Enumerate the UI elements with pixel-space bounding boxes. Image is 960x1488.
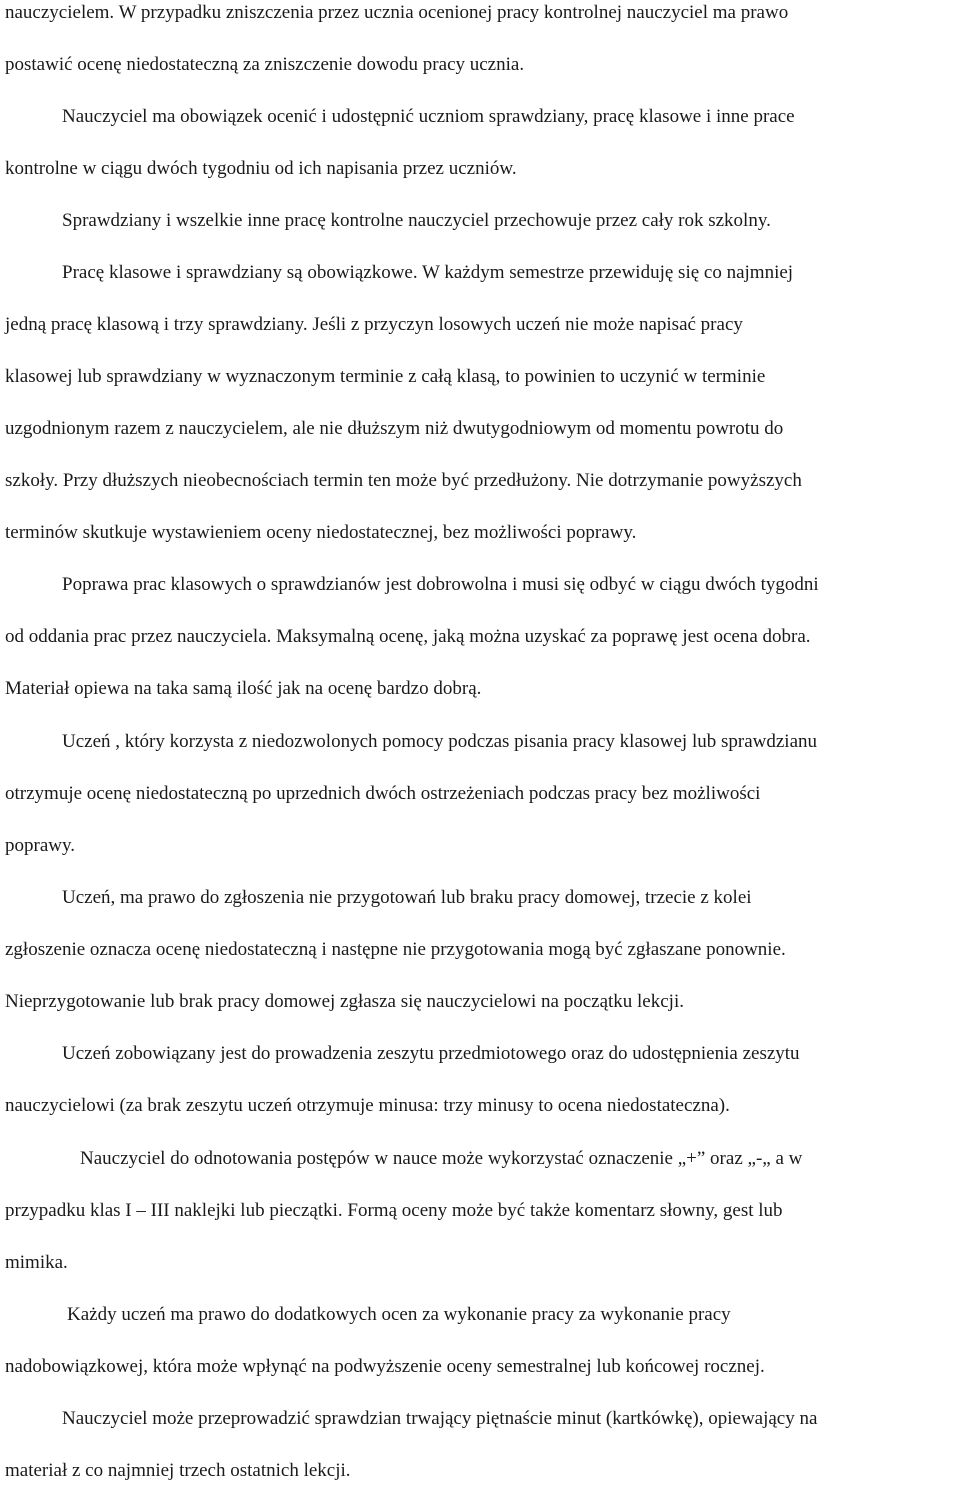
text-line: nauczycielowi (za brak zeszytu uczeń otrzymuje minusa: trzy minusy to ocena niedostateczna).	[5, 1095, 730, 1116]
text-line: jedną pracę klasową i trzy sprawdziany. Jeśli z przyczyn losowych uczeń nie może napisać pracy	[5, 314, 743, 335]
text-line: Nieprzygotowanie lub brak pracy domowej zgłasza się nauczycielowi na początku lekcji.	[5, 991, 684, 1012]
text-line: kontrolne w ciągu dwóch tygodniu od ich napisania przez uczniów.	[5, 158, 517, 179]
text-line: terminów skutkuje wystawieniem oceny niedostatecznej, bez możliwości poprawy.	[5, 522, 637, 543]
text-line: Uczeń , który korzysta z niedozwolonych pomocy podczas pisania pracy klasowej lub sprawdzianu	[62, 731, 818, 752]
text-line: Materiał opiewa na taka samą ilość jak na ocenę bardzo dobrą.	[5, 678, 482, 699]
text-line: od oddania prac przez nauczyciela. Maksymalną ocenę, jaką można uzyskać za poprawę jest ocena dobra.	[5, 626, 811, 647]
text-line: nauczycielem. W przypadku zniszczenia przez ucznia ocenionej pracy kontrolnej nauczyciel ma prawo	[5, 2, 789, 23]
text-line: Nauczyciel do odnotowania postępów w nauce może wykorzystać oznaczenie „+” oraz „-„ a w	[80, 1148, 803, 1169]
text-line: poprawy.	[5, 835, 75, 856]
text-line: Uczeń zobowiązany jest do prowadzenia zeszytu przedmiotowego oraz do udostępnienia zeszytu	[62, 1043, 800, 1064]
text-line: zgłoszenie oznacza ocenę niedostateczną i następne nie przygotowania mogą być zgłaszane ponownie.	[5, 939, 786, 960]
text-line: klasowej lub sprawdziany w wyznaczonym terminie z całą klasą, to powinien to uczynić w terminie	[5, 366, 766, 387]
text-line: Nauczyciel ma obowiązek ocenić i udostępnić uczniom sprawdziany, pracę klasowe i inne prace	[62, 106, 795, 127]
text-line: Poprawa prac klasowych o sprawdzianów jest dobrowolna i musi się odbyć w ciągu dwóch tygodni	[62, 574, 819, 595]
text-line: Uczeń, ma prawo do zgłoszenia nie przygotowań lub braku pracy domowej, trzecie z kolei	[62, 887, 752, 908]
text-line: przypadku klas I – III naklejki lub pieczątki. Formą oceny może być także komentarz słowny, gest lub	[5, 1200, 783, 1221]
text-line: szkoły. Przy dłuższych nieobecnościach termin ten może być przedłużony. Nie dotrzymanie powyższych	[5, 470, 802, 491]
text-line: Każdy uczeń ma prawo do dodatkowych ocen za wykonanie pracy za wykonanie pracy	[67, 1304, 731, 1325]
text-line: Sprawdziany i wszelkie inne pracę kontrolne nauczyciel przechowuje przez cały rok szkolny.	[62, 210, 771, 231]
text-line: Pracę klasowe i sprawdziany są obowiązkowe. W każdym semestrze przewiduję się co najmniej	[62, 262, 794, 283]
text-line: postawić ocenę niedostateczną za zniszczenie dowodu pracy ucznia.	[5, 54, 525, 75]
text-line: materiał z co najmniej trzech ostatnich lekcji.	[5, 1460, 351, 1481]
text-line: Nauczyciel może przeprowadzić sprawdzian trwający piętnaście minut (kartkówkę), opiewający na	[62, 1408, 818, 1429]
text-line: uzgodnionym razem z nauczycielem, ale nie dłuższym niż dwutygodniowym od momentu powrotu do	[5, 418, 784, 439]
text-line: otrzymuje ocenę niedostateczną po uprzednich dwóch ostrzeżeniach podczas pracy bez możliwości	[5, 783, 761, 804]
text-line: nadobowiązkowej, która może wpłynąć na podwyższenie oceny semestralnej lub końcowej rocznej.	[5, 1356, 765, 1377]
text-line: mimika.	[5, 1252, 68, 1273]
